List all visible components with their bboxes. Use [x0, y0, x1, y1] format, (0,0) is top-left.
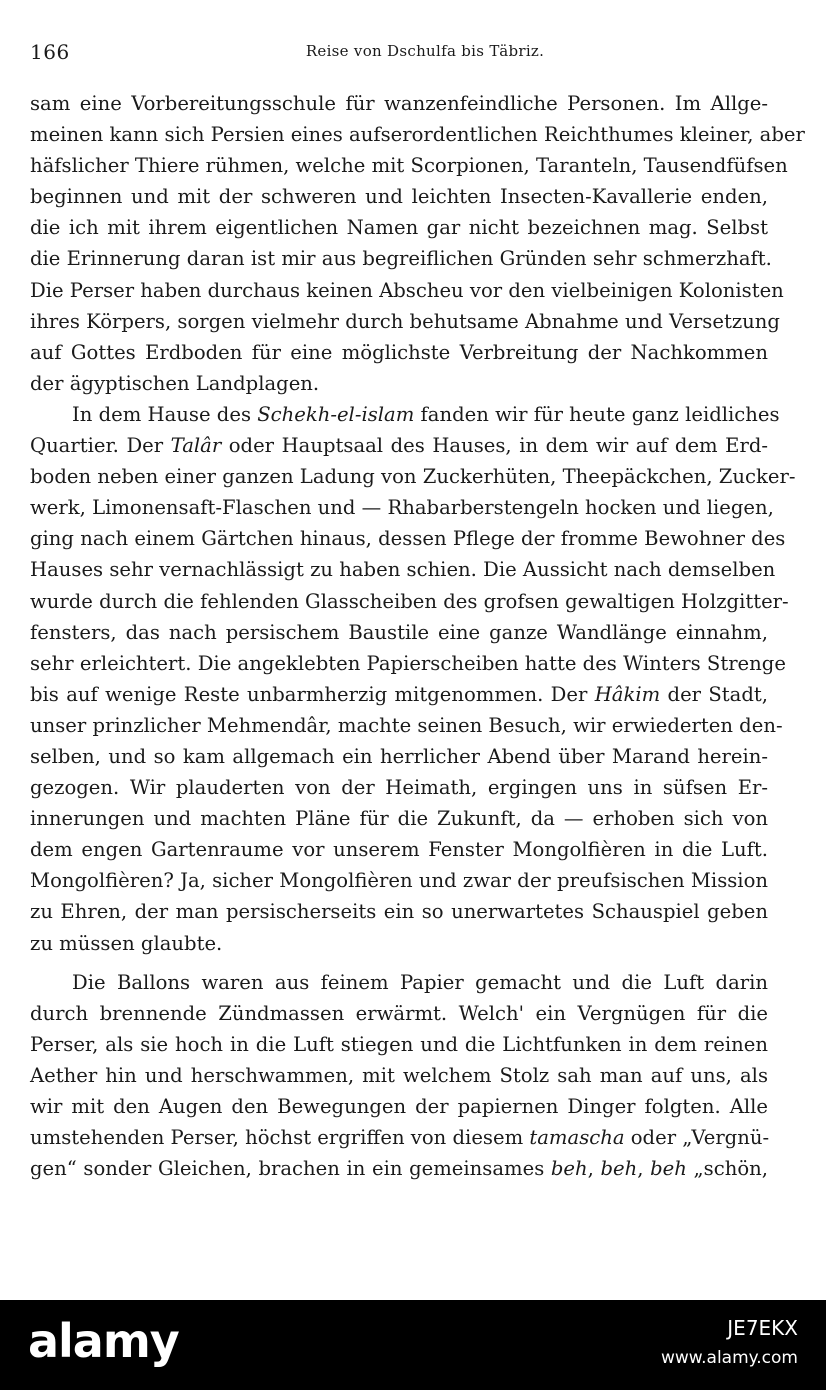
- text-line: meinen kann sich Persien eines aufserordentlichen Reichthumes kleiner, aber: [30, 123, 805, 147]
- text-line: sam eine Vorbereitungsschule für wanzenfeindliche Personen. Im Allge-: [30, 92, 768, 115]
- text-line: selben, und so kam allgemach ein herrlicher Abend über Marand herein-: [30, 744, 768, 768]
- body-text: [30, 88, 805, 1184]
- text-line: [30, 679, 768, 710]
- text-line: zu müssen glaubte.: [30, 931, 223, 955]
- text-line: beginnen und mit der schweren und leichten Insecten-Kavallerie enden,: [30, 185, 768, 209]
- text-line: wurde durch die fehlenden Glasscheiben des grofsen gewaltigen Holzgitter-: [30, 589, 789, 613]
- text-line: zu Ehren, der man persischerseits ein so unerwartetes Schauspiel geben: [30, 900, 768, 924]
- italic-term: Talâr: [170, 434, 222, 458]
- text-line: durch brennende Zündmassen erwärmt. Welch' ein Vergnügen für die: [30, 1001, 768, 1025]
- text-line: die Erinnerung daran ist mir aus begreiflichen Gründen sehr schmerzhaft.: [30, 247, 772, 271]
- text-line: [30, 399, 780, 430]
- italic-term: tamascha: [529, 1126, 625, 1150]
- text-segment: ,: [587, 1157, 601, 1181]
- text-segment: bis auf wenige Reste unbarmherzig mitgenommen. Der: [30, 682, 595, 706]
- watermark-bar: [0, 1300, 826, 1390]
- text-line: Mongolfièren? Ja, sicher Mongolfièren und zwar der preufsischen Mission: [30, 869, 768, 893]
- text-line: [30, 430, 768, 461]
- text-segment: „schön,: [686, 1157, 768, 1181]
- text-segment: oder „Vergnü-: [624, 1126, 770, 1150]
- text-segment: oder Hauptsaal des Hauses, in dem wir auf dem Erd-: [221, 434, 768, 458]
- text-line: sehr erleichtert. Die angeklebten Papierscheiben hatte des Winters Strenge: [30, 651, 786, 675]
- text-line: boden neben einer ganzen Ladung von Zuckerhüten, Theepäckchen, Zucker-: [30, 465, 796, 489]
- text-segment: gen“ sonder Gleichen, brachen in ein gemeinsames: [30, 1157, 551, 1181]
- page-number: 166: [30, 40, 70, 64]
- text-line: dem engen Gartenraume vor unserem Fenster Mongolfièren in die Luft.: [30, 838, 768, 862]
- paragraph-gap: [30, 959, 768, 967]
- text-line: ihres Körpers, sorgen vielmehr durch behutsame Abnahme und Versetzung: [30, 309, 780, 333]
- text-line: ging nach einem Gärtchen hinaus, dessen Pflege der fromme Bewohner des: [30, 527, 786, 551]
- text-segment: Quartier. Der: [30, 434, 171, 458]
- italic-term: beh: [600, 1157, 638, 1181]
- text-line: häfslicher Thiere rühmen, welche mit Scorpionen, Taranteln, Tausendfüfsen: [30, 154, 788, 178]
- text-line: Perser, als sie hoch in die Luft stiegen und die Lichtfunken in dem reinen: [30, 1032, 768, 1056]
- text-line: unser prinzlicher Mehmendâr, machte seinen Besuch, wir erwiederten den-: [30, 713, 783, 737]
- watermark-url: www.alamy.com: [660, 1348, 798, 1368]
- italic-term: beh: [650, 1157, 687, 1181]
- text-segment: In dem Hause des: [72, 402, 258, 426]
- italic-term: Schekh-el-islam: [257, 402, 415, 426]
- text-segment: ,: [637, 1157, 651, 1181]
- text-line: der ägyptischen Landplagen.: [30, 371, 320, 395]
- page-header: [30, 40, 770, 70]
- alamy-logo: alamy: [28, 1314, 179, 1368]
- italic-term: Hâkim: [594, 682, 661, 706]
- text-line: fensters, das nach persischem Baustile eine ganze Wandlänge einnahm,: [30, 620, 768, 644]
- text-line: Hauses sehr vernachlässigt zu haben schien. Die Aussicht nach demselben: [30, 558, 776, 582]
- text-line: Die Perser haben durchaus keinen Abscheu vor den vielbeinigen Kolonisten: [30, 278, 784, 302]
- text-line: die ich mit ihrem eigentlichen Namen gar nicht bezeichnen mag. Selbst: [30, 216, 768, 240]
- text-line: werk, Limonensaft-Flaschen und — Rhabarberstengeln hocken und liegen,: [30, 496, 774, 520]
- text-line: [30, 1153, 768, 1184]
- text-line: innerungen und machten Pläne für die Zukunft, da — erhoben sich von: [30, 807, 768, 831]
- text-line: wir mit den Augen den Bewegungen der papiernen Dinger folgten. Alle: [30, 1095, 768, 1118]
- image-id: JE7EKX: [727, 1316, 798, 1340]
- italic-term: beh: [550, 1157, 588, 1181]
- running-title: Reise von Dschulfa bis Täbriz.: [305, 42, 545, 60]
- text-line: Aether hin und herschwammen, mit welchem Stolz sah man auf uns, als: [30, 1063, 768, 1087]
- text-line: gezogen. Wir plauderten von der Heimath, ergingen uns in süfsen Er-: [30, 776, 768, 800]
- text-line: [30, 1122, 768, 1153]
- text-segment: fanden wir für heute ganz leidliches: [414, 402, 780, 426]
- text-line: Die Ballons waren aus feinem Papier gemacht und die Luft darin: [72, 970, 768, 994]
- text-segment: umstehenden Perser, höchst ergriffen von diesem: [30, 1126, 530, 1150]
- text-line: auf Gottes Erdboden für eine möglichste Verbreitung der Nachkommen: [30, 340, 768, 364]
- text-segment: der Stadt,: [660, 682, 768, 706]
